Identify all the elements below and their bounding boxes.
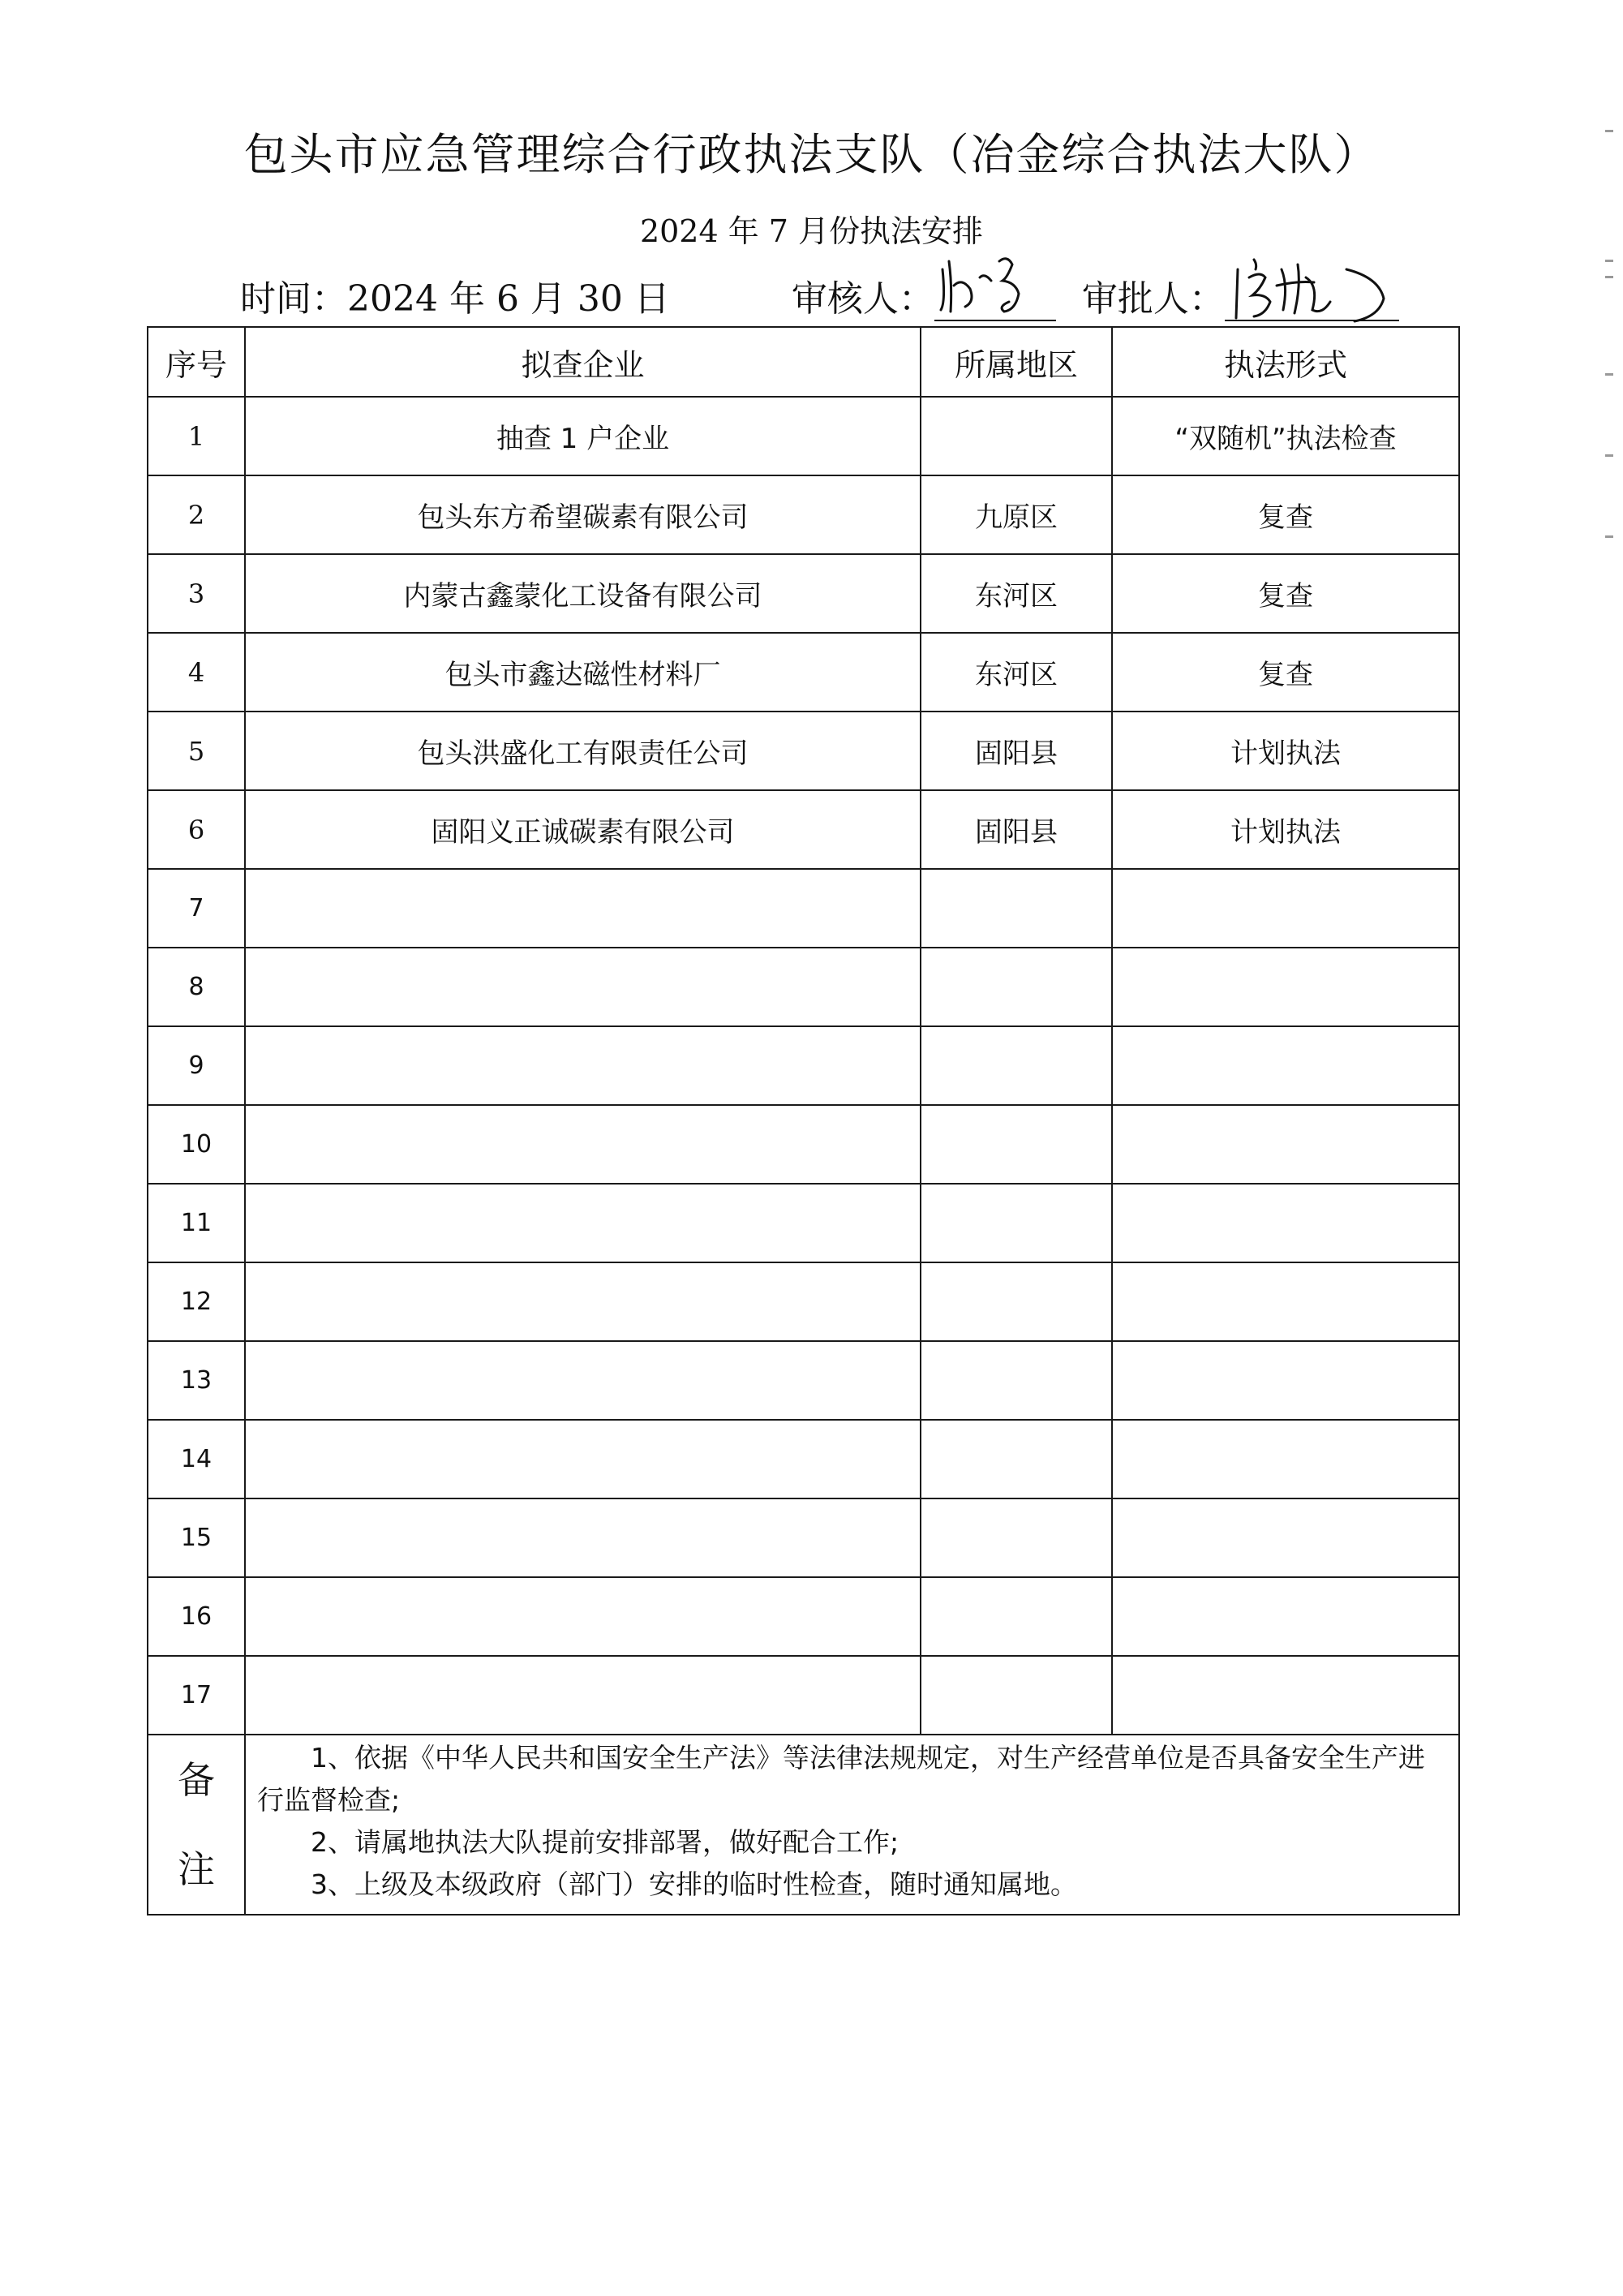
enforcement-form-cell [1112,1105,1459,1184]
table-row [148,869,1459,948]
row-number: 1 [148,397,245,475]
enforcement-schedule-table [147,326,1460,1915]
company-cell: 包头洪盛化工有限责任公司 [245,712,921,790]
table-row [148,1184,1459,1262]
district-cell [921,1105,1112,1184]
table-row [148,948,1459,1026]
row-number: 15 [148,1498,245,1577]
column-header-number: 序号 [148,327,245,397]
district-cell [921,869,1112,948]
row-number: 10 [148,1105,245,1184]
district-cell [921,1184,1112,1262]
enforcement-form-cell: 复查 [1112,633,1459,712]
enforcement-form-cell [1112,869,1459,948]
enforcement-form-cell [1112,948,1459,1026]
document-meta [240,273,1399,321]
district-cell [921,1262,1112,1341]
district-cell [921,1420,1112,1498]
enforcement-form-cell: 计划执法 [1112,712,1459,790]
enforcement-form-cell [1112,1262,1459,1341]
row-number: 9 [148,1026,245,1105]
table-row [148,1498,1459,1577]
company-cell [245,1026,921,1105]
row-number: 4 [148,633,245,712]
table-row [148,1341,1459,1420]
approver-signature-icon [1225,253,1399,326]
reviewer-signature [934,271,1056,321]
approver-signature [1225,271,1399,321]
enforcement-form-cell [1112,1498,1459,1577]
remark-item: 2、请属地执法大队提前安排部署，做好配合工作; [311,1826,900,1858]
district-cell: 固阳县 [921,790,1112,869]
table-row [148,633,1459,712]
table-row [148,1656,1459,1735]
enforcement-form-cell [1112,1026,1459,1105]
company-cell [245,1105,921,1184]
company-cell: 固阳义正诚碳素有限公司 [245,790,921,869]
enforcement-form-cell [1112,1656,1459,1735]
document-title: 包头市应急管理综合行政执法支队（冶金综合执法大队） [243,129,1380,180]
remarks-label-top: 备 [178,1758,215,1802]
enforcement-form-cell: 复查 [1112,554,1459,633]
company-cell [245,1341,921,1420]
table-row [148,475,1459,554]
table-row [148,1105,1459,1184]
enforcement-form-cell: “双随机”执法检查 [1112,397,1459,475]
remark-item: 3、上级及本级政府（部门）安排的临时性检查，随时通知属地。 [311,1868,1077,1900]
row-number: 8 [148,948,245,1026]
company-cell [245,1420,921,1498]
table-row [148,790,1459,869]
remarks-content [245,1735,1459,1915]
district-cell [921,1026,1112,1105]
row-number: 11 [148,1184,245,1262]
date-value: 2024 年 6 月 30 日 [347,278,670,320]
row-number: 6 [148,790,245,869]
district-cell: 东河区 [921,633,1112,712]
table-row [148,712,1459,790]
remarks-row [148,1735,1459,1915]
company-cell: 抽查 1 户企业 [245,397,921,475]
company-cell [245,1262,921,1341]
column-header-district: 所属地区 [921,327,1112,397]
enforcement-form-cell [1112,1184,1459,1262]
row-number: 12 [148,1262,245,1341]
district-cell [921,948,1112,1026]
row-number: 13 [148,1341,245,1420]
table-row [148,1026,1459,1105]
district-cell [921,1498,1112,1577]
approver-label: 审批人： [1081,278,1225,320]
enforcement-form-cell [1112,1577,1459,1656]
company-cell [245,948,921,1026]
enforcement-form-cell: 复查 [1112,475,1459,554]
scan-edge-artifacts [1605,114,1617,1331]
row-number: 17 [148,1656,245,1735]
enforcement-form-cell [1112,1420,1459,1498]
company-cell [245,1498,921,1577]
district-cell [921,397,1112,475]
company-cell: 包头市鑫达磁性材料厂 [245,633,921,712]
document-subtitle: 2024 年 7 月份执法安排 [639,213,984,249]
district-cell: 东河区 [921,554,1112,633]
company-cell [245,1577,921,1656]
enforcement-form-cell [1112,1341,1459,1420]
district-cell [921,1577,1112,1656]
row-number: 14 [148,1420,245,1498]
enforcement-form-cell: 计划执法 [1112,790,1459,869]
remark-item: 1、依据《中华人民共和国安全生产法》等法律法规规定，对生产经营单位是否具备安全生产进行监督检查; [257,1742,1425,1816]
column-header-company: 拟查企业 [245,327,921,397]
table-header-row [148,327,1459,397]
row-number: 7 [148,869,245,948]
table-row [148,1577,1459,1656]
table-row [148,1420,1459,1498]
table-row [148,397,1459,475]
date-label: 时间： [240,278,347,320]
company-cell: 包头东方希望碳素有限公司 [245,475,921,554]
district-cell [921,1341,1112,1420]
district-cell: 固阳县 [921,712,1112,790]
company-cell: 内蒙古鑫蒙化工设备有限公司 [245,554,921,633]
district-cell [921,1656,1112,1735]
row-number: 3 [148,554,245,633]
table-body [148,397,1459,1735]
table-row [148,1262,1459,1341]
row-number: 16 [148,1577,245,1656]
row-number: 5 [148,712,245,790]
company-cell [245,1656,921,1735]
table-row [148,554,1459,633]
company-cell [245,869,921,948]
row-number: 2 [148,475,245,554]
district-cell: 九原区 [921,475,1112,554]
reviewer-label: 审核人： [791,278,934,320]
reviewer-signature-icon [934,253,1056,318]
remarks-label [148,1735,245,1915]
remarks-label-bottom: 注 [178,1847,215,1891]
column-header-form: 执法形式 [1112,327,1459,397]
company-cell [245,1184,921,1262]
